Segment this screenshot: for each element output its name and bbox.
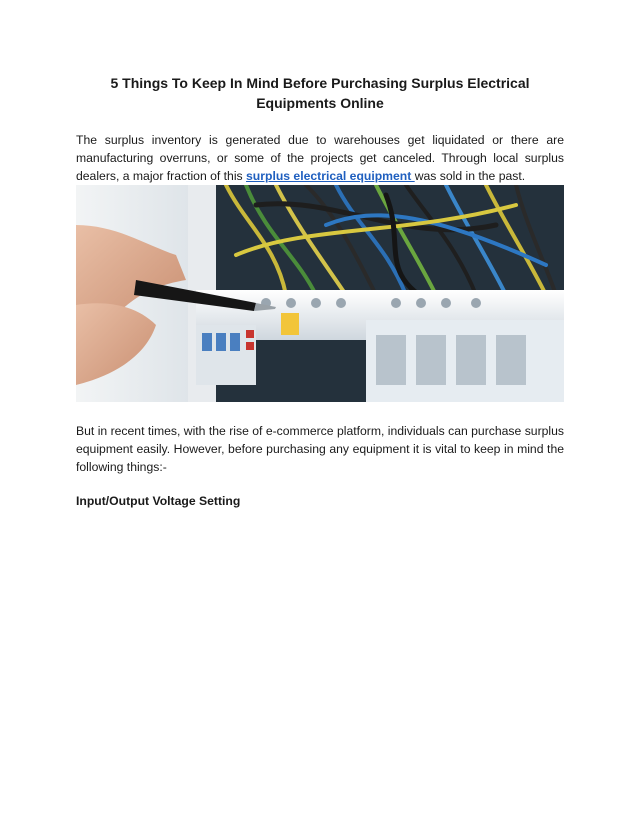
body-paragraph: But in recent times, with the rise of e-commerce platform, individuals can purchase surplus equipment easily. However, before purchasing any equipment it is vital to keep in mind the following things:- bbox=[76, 424, 564, 474]
intro-text-before-link: The surplus inventory is generated due to warehouses get liquidated or there are manufacturing overruns, or some of the projects get canceled. Through local surplus dealers, a major fraction of this bbox=[76, 133, 564, 183]
intro-paragraph bbox=[76, 131, 564, 185]
section-heading: Input/Output Voltage Setting bbox=[76, 494, 241, 508]
surplus-equipment-link[interactable]: surplus electrical equipment bbox=[246, 169, 415, 183]
electrical-panel-photo bbox=[76, 185, 564, 402]
intro-text-after-link: was sold in the past. bbox=[414, 169, 526, 183]
page-title: 5 Things To Keep In Mind Before Purchasing Surplus Electrical Equipments Online bbox=[110, 75, 530, 111]
